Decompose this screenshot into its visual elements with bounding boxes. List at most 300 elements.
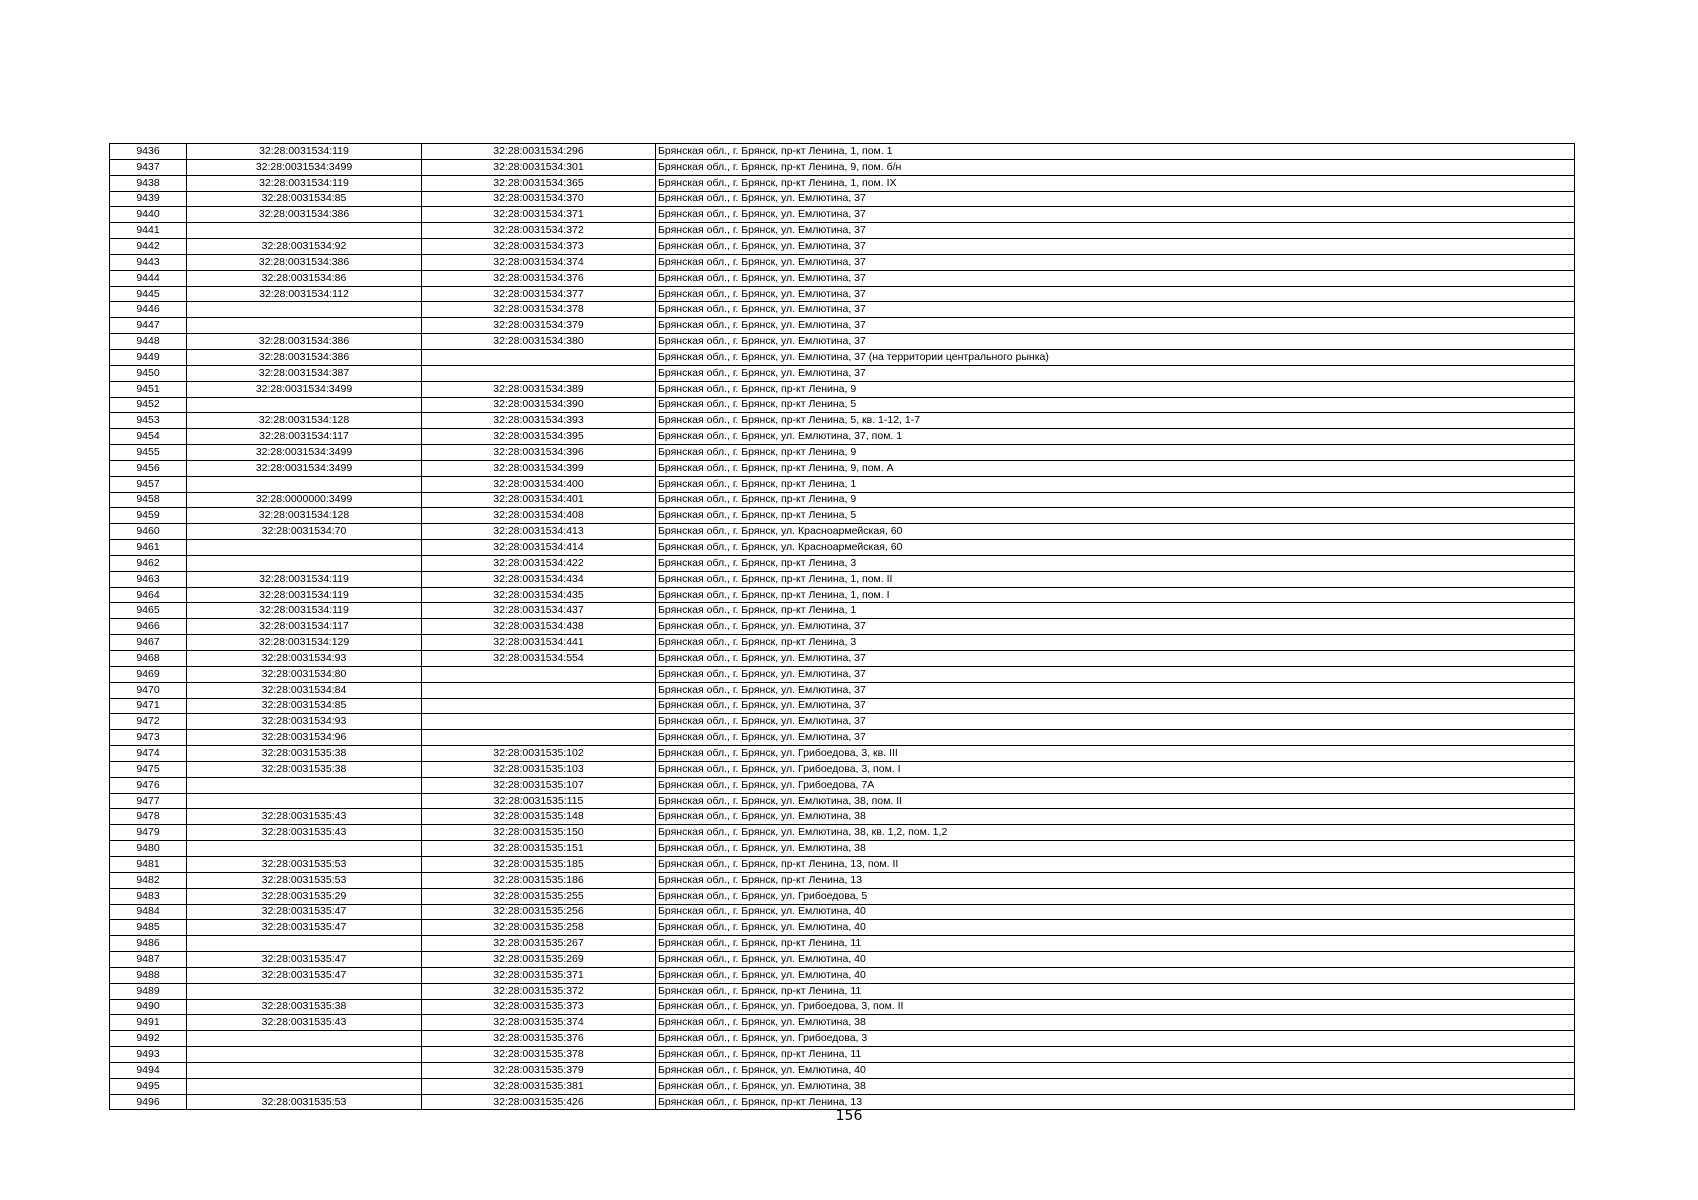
address-cell: Брянская обл., г. Брянск, пр-кт Ленина, 9 [656, 381, 1575, 397]
address-cell: Брянская обл., г. Брянск, пр-кт Ленина, 5 [656, 397, 1575, 413]
address-cell: Брянская обл., г. Брянск, пр-кт Ленина, 1 [656, 603, 1575, 619]
object-cadastral-number-cell: 32:28:0031535:379 [422, 1062, 656, 1078]
address-cell: Брянская обл., г. Брянск, ул. Емлютина, 38, кв. 1,2, пом. 1,2 [656, 825, 1575, 841]
object-cadastral-number-cell: 32:28:0031535:103 [422, 761, 656, 777]
address-cell: Брянская обл., г. Брянск, ул. Емлютина, 40 [656, 952, 1575, 968]
object-cadastral-number-cell: 32:28:0031534:370 [422, 191, 656, 207]
table-row [110, 825, 1575, 841]
address-cell: Брянская обл., г. Брянск, ул. Емлютина, 37 [656, 682, 1575, 698]
parcel-cadastral-number-cell: 32:28:0031535:43 [187, 809, 422, 825]
parcel-cadastral-number-cell [187, 793, 422, 809]
parcel-cadastral-number-cell: 32:28:0031534:80 [187, 666, 422, 682]
row-number-cell: 9441 [110, 223, 187, 239]
address-cell: Брянская обл., г. Брянск, ул. Емлютина, 40 [656, 904, 1575, 920]
table-row [110, 302, 1575, 318]
object-cadastral-number-cell: 32:28:0031535:107 [422, 777, 656, 793]
row-number-cell: 9481 [110, 856, 187, 872]
row-number-cell: 9459 [110, 508, 187, 524]
row-number-cell: 9446 [110, 302, 187, 318]
address-cell: Брянская обл., г. Брянск, пр-кт Ленина, 1, пом. IX [656, 175, 1575, 191]
table-row [110, 254, 1575, 270]
row-number-cell: 9440 [110, 207, 187, 223]
table-row [110, 460, 1575, 476]
parcel-cadastral-number-cell [187, 397, 422, 413]
object-cadastral-number-cell: 32:28:0031534:380 [422, 334, 656, 350]
table-row [110, 492, 1575, 508]
parcel-cadastral-number-cell: 32:28:0031534:85 [187, 698, 422, 714]
row-number-cell: 9479 [110, 825, 187, 841]
address-cell: Брянская обл., г. Брянск, ул. Емлютина, 37 [656, 270, 1575, 286]
parcel-cadastral-number-cell [187, 223, 422, 239]
parcel-cadastral-number-cell: 32:28:0031534:119 [187, 144, 422, 160]
address-cell: Брянская обл., г. Брянск, ул. Грибоедова, 3, пом. II [656, 999, 1575, 1015]
parcel-cadastral-number-cell [187, 555, 422, 571]
object-cadastral-number-cell: 32:28:0031535:378 [422, 1047, 656, 1063]
object-cadastral-number-cell: 32:28:0031534:554 [422, 651, 656, 667]
parcel-cadastral-number-cell: 32:28:0031534:3499 [187, 445, 422, 461]
parcel-cadastral-number-cell: 32:28:0031534:93 [187, 651, 422, 667]
table-row [110, 1015, 1575, 1031]
parcel-cadastral-number-cell: 32:28:0031534:117 [187, 619, 422, 635]
address-cell: Брянская обл., г. Брянск, ул. Емлютина, 37 [656, 207, 1575, 223]
parcel-cadastral-number-cell: 32:28:0031534:86 [187, 270, 422, 286]
object-cadastral-number-cell: 32:28:0031535:102 [422, 746, 656, 762]
row-number-cell: 9493 [110, 1047, 187, 1063]
object-cadastral-number-cell: 32:28:0031535:381 [422, 1078, 656, 1094]
table-row [110, 334, 1575, 350]
object-cadastral-number-cell: 32:28:0031534:377 [422, 286, 656, 302]
table-row [110, 666, 1575, 682]
table-row [110, 936, 1575, 952]
row-number-cell: 9484 [110, 904, 187, 920]
table-row [110, 239, 1575, 255]
table-row [110, 952, 1575, 968]
row-number-cell: 9482 [110, 872, 187, 888]
address-cell: Брянская обл., г. Брянск, ул. Емлютина, 37 [656, 651, 1575, 667]
address-cell: Брянская обл., г. Брянск, ул. Емлютина, 37 [656, 698, 1575, 714]
row-number-cell: 9485 [110, 920, 187, 936]
address-cell: Брянская обл., г. Брянск, пр-кт Ленина, 1, пом. I [656, 587, 1575, 603]
address-cell: Брянская обл., г. Брянск, ул. Емлютина, 40 [656, 1062, 1575, 1078]
object-cadastral-number-cell [422, 682, 656, 698]
object-cadastral-number-cell: 32:28:0031534:376 [422, 270, 656, 286]
object-cadastral-number-cell: 32:28:0031534:378 [422, 302, 656, 318]
address-cell: Брянская обл., г. Брянск, пр-кт Ленина, 9, пом. б/н [656, 159, 1575, 175]
address-cell: Брянская обл., г. Брянск, ул. Емлютина, 37 [656, 714, 1575, 730]
table-row [110, 967, 1575, 983]
object-cadastral-number-cell: 32:28:0031534:422 [422, 555, 656, 571]
table-row [110, 619, 1575, 635]
object-cadastral-number-cell: 32:28:0031534:399 [422, 460, 656, 476]
object-cadastral-number-cell: 32:28:0031534:401 [422, 492, 656, 508]
row-number-cell: 9457 [110, 476, 187, 492]
parcel-cadastral-number-cell [187, 1062, 422, 1078]
address-cell: Брянская обл., г. Брянск, ул. Красноармейская, 60 [656, 524, 1575, 540]
parcel-cadastral-number-cell: 32:28:0031535:38 [187, 999, 422, 1015]
object-cadastral-number-cell: 32:28:0031534:437 [422, 603, 656, 619]
object-cadastral-number-cell: 32:28:0031534:390 [422, 397, 656, 413]
row-number-cell: 9475 [110, 761, 187, 777]
address-cell: Брянская обл., г. Брянск, ул. Емлютина, 37 [656, 191, 1575, 207]
address-cell: Брянская обл., г. Брянск, ул. Емлютина, 37 [656, 365, 1575, 381]
object-cadastral-number-cell: 32:28:0031534:438 [422, 619, 656, 635]
address-cell: Брянская обл., г. Брянск, пр-кт Ленина, 5, кв. 1-12, 1-7 [656, 413, 1575, 429]
row-number-cell: 9468 [110, 651, 187, 667]
row-number-cell: 9458 [110, 492, 187, 508]
row-number-cell: 9451 [110, 381, 187, 397]
parcel-cadastral-number-cell: 32:28:0031534:119 [187, 603, 422, 619]
table-row [110, 999, 1575, 1015]
parcel-cadastral-number-cell: 32:28:0031534:129 [187, 635, 422, 651]
row-number-cell: 9488 [110, 967, 187, 983]
row-number-cell: 9456 [110, 460, 187, 476]
address-cell: Брянская обл., г. Брянск, ул. Емлютина, 37 [656, 334, 1575, 350]
row-number-cell: 9467 [110, 635, 187, 651]
table-row [110, 508, 1575, 524]
row-number-cell: 9453 [110, 413, 187, 429]
address-cell: Брянская обл., г. Брянск, ул. Емлютина, 37, пом. 1 [656, 429, 1575, 445]
address-cell: Брянская обл., г. Брянск, ул. Емлютина, 38 [656, 1015, 1575, 1031]
address-cell: Брянская обл., г. Брянск, пр-кт Ленина, 9 [656, 492, 1575, 508]
object-cadastral-number-cell: 32:28:0031535:267 [422, 936, 656, 952]
row-number-cell: 9476 [110, 777, 187, 793]
parcel-cadastral-number-cell: 32:28:0031534:119 [187, 571, 422, 587]
parcel-cadastral-number-cell: 32:28:0031534:386 [187, 349, 422, 365]
parcel-cadastral-number-cell: 32:28:0031534:92 [187, 239, 422, 255]
object-cadastral-number-cell: 32:28:0031534:413 [422, 524, 656, 540]
parcel-cadastral-number-cell: 32:28:0031534:128 [187, 413, 422, 429]
parcel-cadastral-number-cell: 32:28:0031534:386 [187, 207, 422, 223]
object-cadastral-number-cell: 32:28:0031534:435 [422, 587, 656, 603]
table-row [110, 983, 1575, 999]
row-number-cell: 9438 [110, 175, 187, 191]
table-row [110, 793, 1575, 809]
row-number-cell: 9470 [110, 682, 187, 698]
row-number-cell: 9465 [110, 603, 187, 619]
table-row [110, 635, 1575, 651]
table-row [110, 318, 1575, 334]
page-number: 156 [835, 1108, 863, 1124]
object-cadastral-number-cell: 32:28:0031535:376 [422, 1031, 656, 1047]
table-row [110, 856, 1575, 872]
table-row [110, 397, 1575, 413]
address-cell: Брянская обл., г. Брянск, пр-кт Ленина, 13, пом. II [656, 856, 1575, 872]
object-cadastral-number-cell: 32:28:0031535:256 [422, 904, 656, 920]
address-cell: Брянская обл., г. Брянск, пр-кт Ленина, 1 [656, 476, 1575, 492]
row-number-cell: 9463 [110, 571, 187, 587]
row-number-cell: 9492 [110, 1031, 187, 1047]
row-number-cell: 9442 [110, 239, 187, 255]
object-cadastral-number-cell: 32:28:0031535:148 [422, 809, 656, 825]
object-cadastral-number-cell [422, 698, 656, 714]
table-row [110, 1031, 1575, 1047]
table-row [110, 524, 1575, 540]
object-cadastral-number-cell: 32:28:0031535:371 [422, 967, 656, 983]
table-row [110, 365, 1575, 381]
object-cadastral-number-cell: 32:28:0031535:115 [422, 793, 656, 809]
row-number-cell: 9496 [110, 1094, 187, 1110]
address-cell: Брянская обл., г. Брянск, ул. Красноармейская, 60 [656, 540, 1575, 556]
parcel-cadastral-number-cell [187, 983, 422, 999]
object-cadastral-number-cell: 32:28:0031534:379 [422, 318, 656, 334]
parcel-cadastral-number-cell: 32:28:0031534:84 [187, 682, 422, 698]
table-row [110, 920, 1575, 936]
table-row [110, 429, 1575, 445]
parcel-cadastral-number-cell: 32:28:0031534:386 [187, 254, 422, 270]
parcel-cadastral-number-cell: 32:28:0031534:93 [187, 714, 422, 730]
row-number-cell: 9452 [110, 397, 187, 413]
row-number-cell: 9495 [110, 1078, 187, 1094]
row-number-cell: 9469 [110, 666, 187, 682]
address-cell: Брянская обл., г. Брянск, пр-кт Ленина, 13 [656, 1094, 1575, 1110]
address-cell: Брянская обл., г. Брянск, ул. Емлютина, 37 [656, 730, 1575, 746]
address-cell: Брянская обл., г. Брянск, ул. Емлютина, 38 [656, 841, 1575, 857]
object-cadastral-number-cell: 32:28:0031534:372 [422, 223, 656, 239]
row-number-cell: 9461 [110, 540, 187, 556]
object-cadastral-number-cell: 32:28:0031535:373 [422, 999, 656, 1015]
object-cadastral-number-cell: 32:28:0031535:255 [422, 888, 656, 904]
object-cadastral-number-cell: 32:28:0031534:301 [422, 159, 656, 175]
address-cell: Брянская обл., г. Брянск, пр-кт Ленина, 11 [656, 983, 1575, 999]
table-row [110, 159, 1575, 175]
row-number-cell: 9483 [110, 888, 187, 904]
address-cell: Брянская обл., г. Брянск, ул. Емлютина, 37 [656, 286, 1575, 302]
table-row [110, 809, 1575, 825]
address-cell: Брянская обл., г. Брянск, ул. Емлютина, 37 [656, 239, 1575, 255]
table-row [110, 872, 1575, 888]
table-row [110, 841, 1575, 857]
parcel-cadastral-number-cell [187, 777, 422, 793]
row-number-cell: 9490 [110, 999, 187, 1015]
parcel-cadastral-number-cell: 32:28:0031534:3499 [187, 159, 422, 175]
parcel-cadastral-number-cell: 32:28:0031535:47 [187, 952, 422, 968]
row-number-cell: 9449 [110, 349, 187, 365]
table-row [110, 571, 1575, 587]
table-row [110, 540, 1575, 556]
address-cell: Брянская обл., г. Брянск, ул. Емлютина, 37 [656, 318, 1575, 334]
object-cadastral-number-cell: 32:28:0031534:441 [422, 635, 656, 651]
address-cell: Брянская обл., г. Брянск, пр-кт Ленина, 1, пом. II [656, 571, 1575, 587]
object-cadastral-number-cell: 32:28:0031534:414 [422, 540, 656, 556]
table-row [110, 223, 1575, 239]
parcel-cadastral-number-cell: 32:28:0031534:3499 [187, 381, 422, 397]
row-number-cell: 9489 [110, 983, 187, 999]
row-number-cell: 9471 [110, 698, 187, 714]
object-cadastral-number-cell: 32:28:0031534:296 [422, 144, 656, 160]
object-cadastral-number-cell: 32:28:0031534:400 [422, 476, 656, 492]
table-row [110, 476, 1575, 492]
address-cell: Брянская обл., г. Брянск, пр-кт Ленина, 9 [656, 445, 1575, 461]
object-cadastral-number-cell [422, 730, 656, 746]
address-cell: Брянская обл., г. Брянск, ул. Емлютина, 37 [656, 666, 1575, 682]
object-cadastral-number-cell: 32:28:0031534:371 [422, 207, 656, 223]
parcel-cadastral-number-cell: 32:28:0031535:38 [187, 761, 422, 777]
row-number-cell: 9437 [110, 159, 187, 175]
table-row [110, 349, 1575, 365]
table-row [110, 413, 1575, 429]
table-row [110, 270, 1575, 286]
row-number-cell: 9477 [110, 793, 187, 809]
parcel-cadastral-number-cell [187, 476, 422, 492]
row-number-cell: 9460 [110, 524, 187, 540]
address-cell: Брянская обл., г. Брянск, пр-кт Ленина, 1, пом. 1 [656, 144, 1575, 160]
table-row [110, 714, 1575, 730]
address-cell: Брянская обл., г. Брянск, ул. Емлютина, 40 [656, 967, 1575, 983]
table-row [110, 191, 1575, 207]
table-row [110, 682, 1575, 698]
parcel-cadastral-number-cell: 32:28:0031535:53 [187, 856, 422, 872]
address-cell: Брянская обл., г. Брянск, ул. Емлютина, 37 [656, 254, 1575, 270]
parcel-cadastral-number-cell [187, 302, 422, 318]
address-cell: Брянская обл., г. Брянск, пр-кт Ленина, 9, пом. А [656, 460, 1575, 476]
parcel-cadastral-number-cell: 32:28:0031535:29 [187, 888, 422, 904]
row-number-cell: 9439 [110, 191, 187, 207]
parcel-cadastral-number-cell: 32:28:0000000:3499 [187, 492, 422, 508]
parcel-cadastral-number-cell: 32:28:0031534:117 [187, 429, 422, 445]
parcel-cadastral-number-cell [187, 1031, 422, 1047]
row-number-cell: 9472 [110, 714, 187, 730]
row-number-cell: 9450 [110, 365, 187, 381]
address-cell: Брянская обл., г. Брянск, пр-кт Ленина, 13 [656, 872, 1575, 888]
address-cell: Брянская обл., г. Брянск, пр-кт Ленина, 11 [656, 936, 1575, 952]
row-number-cell: 9444 [110, 270, 187, 286]
object-cadastral-number-cell: 32:28:0031534:374 [422, 254, 656, 270]
parcel-cadastral-number-cell: 32:28:0031534:96 [187, 730, 422, 746]
row-number-cell: 9445 [110, 286, 187, 302]
object-cadastral-number-cell: 32:28:0031534:365 [422, 175, 656, 191]
address-cell: Брянская обл., г. Брянск, ул. Емлютина, 38 [656, 809, 1575, 825]
row-number-cell: 9462 [110, 555, 187, 571]
object-cadastral-number-cell [422, 666, 656, 682]
parcel-cadastral-number-cell: 32:28:0031534:112 [187, 286, 422, 302]
object-cadastral-number-cell: 32:28:0031534:396 [422, 445, 656, 461]
table-row [110, 603, 1575, 619]
parcel-cadastral-number-cell: 32:28:0031534:85 [187, 191, 422, 207]
address-cell: Брянская обл., г. Брянск, ул. Емлютина, 37 (на территории центрального рынка) [656, 349, 1575, 365]
parcel-cadastral-number-cell [187, 936, 422, 952]
parcel-cadastral-number-cell: 32:28:0031535:47 [187, 967, 422, 983]
parcel-cadastral-number-cell [187, 540, 422, 556]
table-row [110, 587, 1575, 603]
table-row [110, 555, 1575, 571]
table-row [110, 777, 1575, 793]
table-row [110, 175, 1575, 191]
row-number-cell: 9448 [110, 334, 187, 350]
object-cadastral-number-cell: 32:28:0031534:408 [422, 508, 656, 524]
address-cell: Брянская обл., г. Брянск, пр-кт Ленина, 3 [656, 635, 1575, 651]
table-row [110, 1078, 1575, 1094]
table-row [110, 445, 1575, 461]
parcel-cadastral-number-cell: 32:28:0031534:70 [187, 524, 422, 540]
object-cadastral-number-cell: 32:28:0031535:151 [422, 841, 656, 857]
table-row [110, 1047, 1575, 1063]
object-cadastral-number-cell: 32:28:0031535:258 [422, 920, 656, 936]
object-cadastral-number-cell: 32:28:0031535:186 [422, 872, 656, 888]
register-table [109, 143, 1575, 1110]
row-number-cell: 9447 [110, 318, 187, 334]
address-cell: Брянская обл., г. Брянск, ул. Емлютина, 38, пом. II [656, 793, 1575, 809]
object-cadastral-number-cell: 32:28:0031534:393 [422, 413, 656, 429]
parcel-cadastral-number-cell [187, 318, 422, 334]
row-number-cell: 9443 [110, 254, 187, 270]
parcel-cadastral-number-cell [187, 1078, 422, 1094]
table-row [110, 746, 1575, 762]
object-cadastral-number-cell: 32:28:0031535:269 [422, 952, 656, 968]
register-table-body [110, 144, 1575, 1110]
parcel-cadastral-number-cell: 32:28:0031535:53 [187, 1094, 422, 1110]
object-cadastral-number-cell: 32:28:0031535:426 [422, 1094, 656, 1110]
parcel-cadastral-number-cell: 32:28:0031535:43 [187, 1015, 422, 1031]
parcel-cadastral-number-cell: 32:28:0031534:119 [187, 175, 422, 191]
parcel-cadastral-number-cell [187, 841, 422, 857]
parcel-cadastral-number-cell: 32:28:0031534:386 [187, 334, 422, 350]
parcel-cadastral-number-cell: 32:28:0031534:119 [187, 587, 422, 603]
object-cadastral-number-cell: 32:28:0031534:395 [422, 429, 656, 445]
parcel-cadastral-number-cell [187, 1047, 422, 1063]
address-cell: Брянская обл., г. Брянск, ул. Емлютина, 40 [656, 920, 1575, 936]
table-row [110, 651, 1575, 667]
row-number-cell: 9454 [110, 429, 187, 445]
table-row [110, 888, 1575, 904]
parcel-cadastral-number-cell: 32:28:0031535:43 [187, 825, 422, 841]
row-number-cell: 9436 [110, 144, 187, 160]
row-number-cell: 9494 [110, 1062, 187, 1078]
parcel-cadastral-number-cell: 32:28:0031534:128 [187, 508, 422, 524]
parcel-cadastral-number-cell: 32:28:0031535:38 [187, 746, 422, 762]
row-number-cell: 9480 [110, 841, 187, 857]
address-cell: Брянская обл., г. Брянск, ул. Грибоедова, 7А [656, 777, 1575, 793]
table-row [110, 698, 1575, 714]
row-number-cell: 9464 [110, 587, 187, 603]
address-cell: Брянская обл., г. Брянск, ул. Емлютина, 37 [656, 619, 1575, 635]
table-row [110, 207, 1575, 223]
address-cell: Брянская обл., г. Брянск, ул. Емлютина, 37 [656, 302, 1575, 318]
row-number-cell: 9466 [110, 619, 187, 635]
address-cell: Брянская обл., г. Брянск, ул. Грибоедова, 3, пом. I [656, 761, 1575, 777]
object-cadastral-number-cell: 32:28:0031535:185 [422, 856, 656, 872]
object-cadastral-number-cell: 32:28:0031535:372 [422, 983, 656, 999]
parcel-cadastral-number-cell: 32:28:0031535:47 [187, 920, 422, 936]
address-cell: Брянская обл., г. Брянск, пр-кт Ленина, 3 [656, 555, 1575, 571]
address-cell: Брянская обл., г. Брянск, ул. Грибоедова, 5 [656, 888, 1575, 904]
row-number-cell: 9491 [110, 1015, 187, 1031]
object-cadastral-number-cell [422, 365, 656, 381]
object-cadastral-number-cell: 32:28:0031534:373 [422, 239, 656, 255]
row-number-cell: 9478 [110, 809, 187, 825]
address-cell: Брянская обл., г. Брянск, ул. Грибоедова, 3 [656, 1031, 1575, 1047]
table-row [110, 761, 1575, 777]
table-row [110, 904, 1575, 920]
address-cell: Брянская обл., г. Брянск, ул. Емлютина, 37 [656, 223, 1575, 239]
object-cadastral-number-cell: 32:28:0031535:150 [422, 825, 656, 841]
table-row [110, 730, 1575, 746]
parcel-cadastral-number-cell: 32:28:0031535:47 [187, 904, 422, 920]
object-cadastral-number-cell: 32:28:0031535:374 [422, 1015, 656, 1031]
table-row [110, 144, 1575, 160]
parcel-cadastral-number-cell: 32:28:0031534:3499 [187, 460, 422, 476]
address-cell: Брянская обл., г. Брянск, пр-кт Ленина, 5 [656, 508, 1575, 524]
row-number-cell: 9487 [110, 952, 187, 968]
table-row [110, 286, 1575, 302]
parcel-cadastral-number-cell: 32:28:0031534:387 [187, 365, 422, 381]
row-number-cell: 9455 [110, 445, 187, 461]
address-cell: Брянская обл., г. Брянск, пр-кт Ленина, 11 [656, 1047, 1575, 1063]
address-cell: Брянская обл., г. Брянск, ул. Емлютина, 38 [656, 1078, 1575, 1094]
table-row [110, 1062, 1575, 1078]
row-number-cell: 9473 [110, 730, 187, 746]
object-cadastral-number-cell: 32:28:0031534:434 [422, 571, 656, 587]
parcel-cadastral-number-cell: 32:28:0031535:53 [187, 872, 422, 888]
